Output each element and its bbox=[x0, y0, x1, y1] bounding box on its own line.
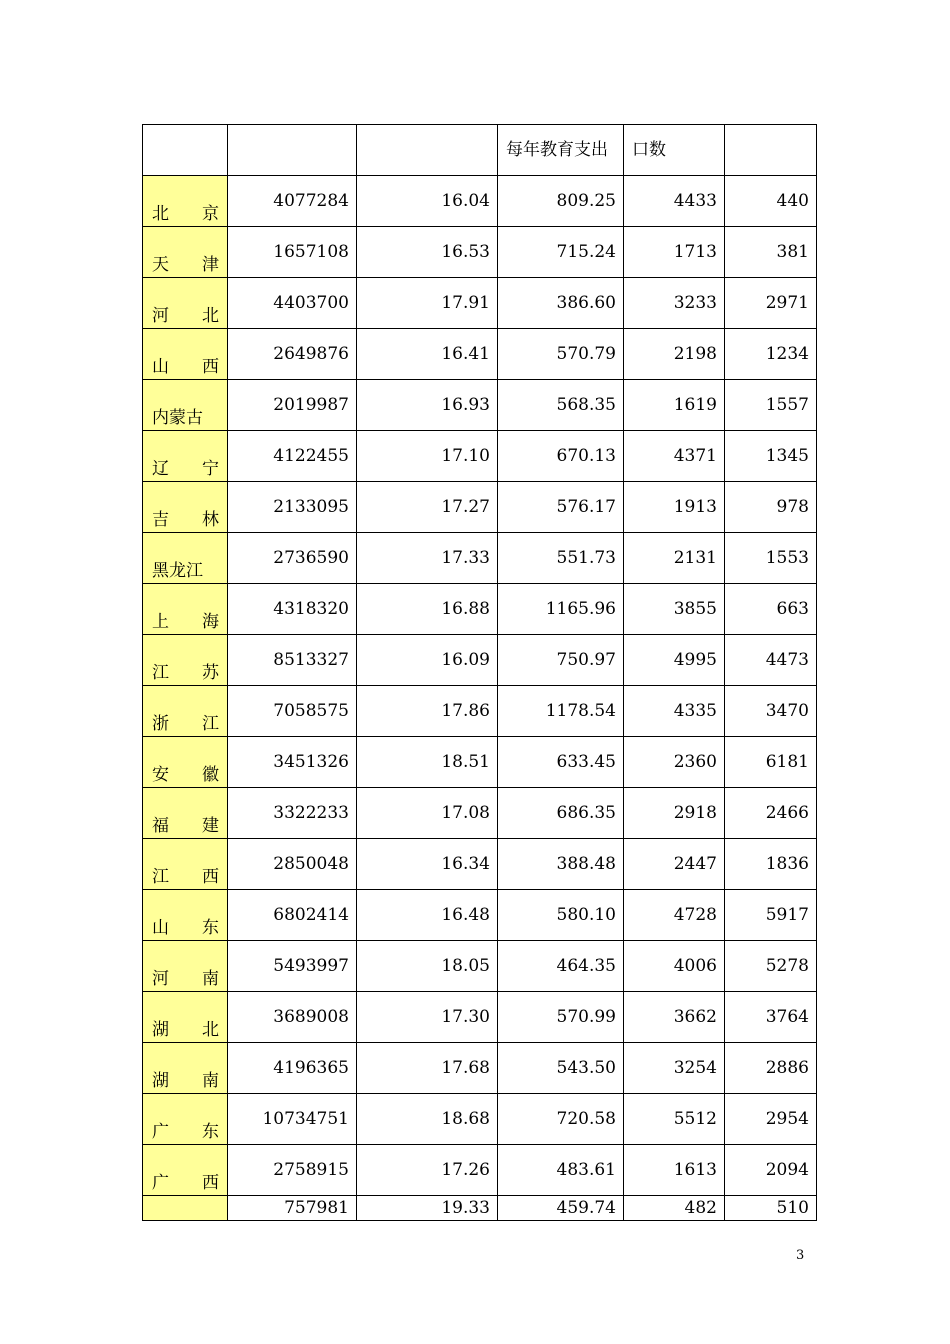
value-cell-c2: 16.53 bbox=[357, 227, 498, 278]
value-cell-c1: 2649876 bbox=[228, 329, 357, 380]
province-name bbox=[152, 865, 219, 889]
value-cell-c3: 715.24 bbox=[498, 227, 624, 278]
value-cell-c1: 2758915 bbox=[228, 1145, 357, 1196]
value-cell-c3: 483.61 bbox=[498, 1145, 624, 1196]
province-name bbox=[152, 661, 219, 685]
province-name-cell bbox=[143, 686, 228, 737]
value-cell-c4: 1613 bbox=[624, 1145, 725, 1196]
province-name-cell bbox=[143, 1094, 228, 1145]
header-cell-2 bbox=[357, 125, 498, 176]
province-name-part: 南 bbox=[202, 1071, 219, 1091]
value-cell-c2: 16.48 bbox=[357, 890, 498, 941]
value-cell-c5: 2886 bbox=[725, 1043, 817, 1094]
value-cell-c5: 2971 bbox=[725, 278, 817, 329]
province-name-part: 江 bbox=[152, 867, 169, 887]
province-name bbox=[152, 304, 219, 328]
province-name-part: 海 bbox=[202, 612, 219, 632]
table-header-row bbox=[143, 125, 817, 176]
province-name-cell bbox=[143, 431, 228, 482]
value-cell-c2: 17.68 bbox=[357, 1043, 498, 1094]
value-cell-c4: 482 bbox=[624, 1196, 725, 1221]
value-cell-c5: 1557 bbox=[725, 380, 817, 431]
table-row bbox=[143, 839, 817, 890]
table-row bbox=[143, 1145, 817, 1196]
header-cell-1 bbox=[228, 125, 357, 176]
province-name-cell bbox=[143, 176, 228, 227]
table-row bbox=[143, 278, 817, 329]
province-name bbox=[152, 1018, 219, 1042]
value-cell-c1: 3451326 bbox=[228, 737, 357, 788]
province-name-part: 河 bbox=[152, 306, 169, 326]
province-name-part: 吉 bbox=[152, 510, 169, 530]
province-name-part: 徽 bbox=[202, 765, 219, 785]
value-cell-c5: 381 bbox=[725, 227, 817, 278]
province-name-cell bbox=[143, 482, 228, 533]
value-cell-c1: 2850048 bbox=[228, 839, 357, 890]
value-cell-c2: 16.04 bbox=[357, 176, 498, 227]
province-name-part: 北 bbox=[202, 306, 219, 326]
province-name-part: 西 bbox=[202, 357, 219, 377]
value-cell-c2: 16.88 bbox=[357, 584, 498, 635]
data-table bbox=[142, 124, 817, 1221]
table-row bbox=[143, 1094, 817, 1145]
value-cell-c2: 18.51 bbox=[357, 737, 498, 788]
province-name-part: 江 bbox=[152, 663, 169, 683]
table-row bbox=[143, 992, 817, 1043]
province-name-cell bbox=[143, 890, 228, 941]
value-cell-c2: 18.68 bbox=[357, 1094, 498, 1145]
province-name-cell bbox=[143, 380, 228, 431]
value-cell-c1: 3322233 bbox=[228, 788, 357, 839]
value-cell-c3: 1178.54 bbox=[498, 686, 624, 737]
value-cell-c2: 16.09 bbox=[357, 635, 498, 686]
table-row bbox=[143, 584, 817, 635]
table-row bbox=[143, 1043, 817, 1094]
value-cell-c4: 3662 bbox=[624, 992, 725, 1043]
value-cell-c3: 459.74 bbox=[498, 1196, 624, 1221]
province-name-part: 广 bbox=[152, 1122, 169, 1142]
value-cell-c2: 16.41 bbox=[357, 329, 498, 380]
table-row bbox=[143, 329, 817, 380]
province-name-part: 内蒙古 bbox=[152, 408, 203, 428]
value-cell-c5: 1234 bbox=[725, 329, 817, 380]
value-cell-c5: 3470 bbox=[725, 686, 817, 737]
value-cell-c4: 4433 bbox=[624, 176, 725, 227]
value-cell-c3: 551.73 bbox=[498, 533, 624, 584]
province-name-part: 安 bbox=[152, 765, 169, 785]
province-name-part: 京 bbox=[202, 204, 219, 224]
province-name-cell bbox=[143, 584, 228, 635]
value-cell-c1: 4077284 bbox=[228, 176, 357, 227]
value-cell-c3: 720.58 bbox=[498, 1094, 624, 1145]
province-name bbox=[152, 967, 219, 991]
province-name bbox=[152, 202, 219, 226]
value-cell-c1: 6802414 bbox=[228, 890, 357, 941]
page-number: 3 bbox=[796, 1248, 805, 1263]
province-name-part: 北 bbox=[202, 1020, 219, 1040]
header-cell-0 bbox=[143, 125, 228, 176]
province-name-part: 湖 bbox=[152, 1071, 169, 1091]
province-name bbox=[152, 559, 219, 583]
value-cell-c2: 16.93 bbox=[357, 380, 498, 431]
value-cell-c2: 17.10 bbox=[357, 431, 498, 482]
table-row bbox=[143, 533, 817, 584]
value-cell-c4: 4728 bbox=[624, 890, 725, 941]
table-row bbox=[143, 890, 817, 941]
province-name bbox=[152, 814, 219, 838]
value-cell-c4: 2131 bbox=[624, 533, 725, 584]
value-cell-c3: 464.35 bbox=[498, 941, 624, 992]
value-cell-c5: 663 bbox=[725, 584, 817, 635]
province-name bbox=[152, 253, 219, 277]
province-name-part: 广 bbox=[152, 1173, 169, 1193]
value-cell-c2: 17.27 bbox=[357, 482, 498, 533]
province-name-part: 福 bbox=[152, 816, 169, 836]
value-cell-c1: 4318320 bbox=[228, 584, 357, 635]
province-name-part: 山 bbox=[152, 357, 169, 377]
value-cell-c1: 757981 bbox=[228, 1196, 357, 1221]
province-name-cell bbox=[143, 227, 228, 278]
table-row bbox=[143, 227, 817, 278]
province-name-part: 浙 bbox=[152, 714, 169, 734]
province-name-cell bbox=[143, 992, 228, 1043]
province-name-part: 南 bbox=[202, 969, 219, 989]
table-row bbox=[143, 737, 817, 788]
value-cell-c3: 809.25 bbox=[498, 176, 624, 227]
value-cell-c4: 4995 bbox=[624, 635, 725, 686]
province-name-part: 津 bbox=[202, 255, 219, 275]
province-name-cell bbox=[143, 1043, 228, 1094]
value-cell-c1: 7058575 bbox=[228, 686, 357, 737]
province-name bbox=[152, 406, 219, 430]
province-name bbox=[152, 916, 219, 940]
value-cell-c4: 1713 bbox=[624, 227, 725, 278]
value-cell-c3: 686.35 bbox=[498, 788, 624, 839]
province-name-cell bbox=[143, 278, 228, 329]
value-cell-c1: 1657108 bbox=[228, 227, 357, 278]
table-row bbox=[143, 941, 817, 992]
value-cell-c5: 2094 bbox=[725, 1145, 817, 1196]
province-name-cell bbox=[143, 839, 228, 890]
value-cell-c5: 5917 bbox=[725, 890, 817, 941]
table-row bbox=[143, 176, 817, 227]
province-name-part: 西 bbox=[202, 1173, 219, 1193]
value-cell-c5: 1345 bbox=[725, 431, 817, 482]
value-cell-c4: 4371 bbox=[624, 431, 725, 482]
value-cell-c2: 17.26 bbox=[357, 1145, 498, 1196]
header-cell-household-count: 口数 bbox=[624, 125, 725, 176]
table-row bbox=[143, 686, 817, 737]
value-cell-c5: 6181 bbox=[725, 737, 817, 788]
value-cell-c4: 2198 bbox=[624, 329, 725, 380]
value-cell-c5: 1836 bbox=[725, 839, 817, 890]
value-cell-c4: 1619 bbox=[624, 380, 725, 431]
value-cell-c4: 2360 bbox=[624, 737, 725, 788]
value-cell-c3: 570.79 bbox=[498, 329, 624, 380]
value-cell-c2: 18.05 bbox=[357, 941, 498, 992]
province-name-cell bbox=[143, 533, 228, 584]
province-name bbox=[152, 355, 219, 379]
table-row bbox=[143, 482, 817, 533]
value-cell-c5: 978 bbox=[725, 482, 817, 533]
value-cell-c2: 16.34 bbox=[357, 839, 498, 890]
value-cell-c2: 17.30 bbox=[357, 992, 498, 1043]
province-name-part: 建 bbox=[202, 816, 219, 836]
value-cell-c4: 2918 bbox=[624, 788, 725, 839]
value-cell-c2: 17.08 bbox=[357, 788, 498, 839]
province-name-part: 黑龙江 bbox=[152, 561, 203, 581]
value-cell-c3: 576.17 bbox=[498, 482, 624, 533]
value-cell-c1: 5493997 bbox=[228, 941, 357, 992]
value-cell-c4: 5512 bbox=[624, 1094, 725, 1145]
value-cell-c1: 2736590 bbox=[228, 533, 357, 584]
province-name-part: 苏 bbox=[202, 663, 219, 683]
value-cell-c4: 3254 bbox=[624, 1043, 725, 1094]
province-name-part: 林 bbox=[202, 510, 219, 530]
value-cell-c5: 1553 bbox=[725, 533, 817, 584]
value-cell-c1: 8513327 bbox=[228, 635, 357, 686]
value-cell-c5: 2954 bbox=[725, 1094, 817, 1145]
province-name bbox=[152, 1120, 219, 1144]
value-cell-c1: 2019987 bbox=[228, 380, 357, 431]
value-cell-c4: 3233 bbox=[624, 278, 725, 329]
value-cell-c4: 2447 bbox=[624, 839, 725, 890]
value-cell-c2: 17.33 bbox=[357, 533, 498, 584]
value-cell-c5: 2466 bbox=[725, 788, 817, 839]
province-name-part: 辽 bbox=[152, 459, 169, 479]
province-name-part: 天 bbox=[152, 255, 169, 275]
value-cell-c3: 580.10 bbox=[498, 890, 624, 941]
value-cell-c3: 633.45 bbox=[498, 737, 624, 788]
province-name-part: 上 bbox=[152, 612, 169, 632]
value-cell-c1: 4403700 bbox=[228, 278, 357, 329]
value-cell-c2: 19.33 bbox=[357, 1196, 498, 1221]
value-cell-c5: 3764 bbox=[725, 992, 817, 1043]
header-cell-5 bbox=[725, 125, 817, 176]
value-cell-c3: 568.35 bbox=[498, 380, 624, 431]
value-cell-c2: 17.91 bbox=[357, 278, 498, 329]
province-name bbox=[152, 508, 219, 532]
province-name-cell bbox=[143, 737, 228, 788]
value-cell-c3: 750.97 bbox=[498, 635, 624, 686]
province-name-part: 湖 bbox=[152, 1020, 169, 1040]
value-cell-c1: 4196365 bbox=[228, 1043, 357, 1094]
province-name bbox=[152, 457, 219, 481]
value-cell-c5: 440 bbox=[725, 176, 817, 227]
value-cell-c1: 10734751 bbox=[228, 1094, 357, 1145]
province-name-part: 江 bbox=[202, 714, 219, 734]
province-name-cell bbox=[143, 329, 228, 380]
province-name bbox=[152, 712, 219, 736]
value-cell-c5: 4473 bbox=[725, 635, 817, 686]
table-body bbox=[143, 125, 817, 1221]
value-cell-c4: 4335 bbox=[624, 686, 725, 737]
value-cell-c4: 3855 bbox=[624, 584, 725, 635]
value-cell-c2: 17.86 bbox=[357, 686, 498, 737]
province-name-cell bbox=[143, 1196, 228, 1221]
header-cell-education-expense: 每年教育支出 bbox=[498, 125, 624, 176]
province-name-part: 西 bbox=[202, 867, 219, 887]
province-name-part: 宁 bbox=[202, 459, 219, 479]
province-name bbox=[152, 763, 219, 787]
province-name-part: 山 bbox=[152, 918, 169, 938]
table-row-last bbox=[143, 1196, 817, 1221]
value-cell-c5: 510 bbox=[725, 1196, 817, 1221]
value-cell-c3: 670.13 bbox=[498, 431, 624, 482]
table-row bbox=[143, 788, 817, 839]
province-name-part: 北 bbox=[152, 204, 169, 224]
province-name-cell bbox=[143, 941, 228, 992]
value-cell-c1: 3689008 bbox=[228, 992, 357, 1043]
value-cell-c3: 570.99 bbox=[498, 992, 624, 1043]
province-name-part: 东 bbox=[202, 1122, 219, 1142]
value-cell-c4: 4006 bbox=[624, 941, 725, 992]
value-cell-c1: 2133095 bbox=[228, 482, 357, 533]
value-cell-c4: 1913 bbox=[624, 482, 725, 533]
value-cell-c5: 5278 bbox=[725, 941, 817, 992]
province-name-part: 河 bbox=[152, 969, 169, 989]
table-row bbox=[143, 431, 817, 482]
province-name bbox=[152, 1069, 219, 1093]
province-name bbox=[152, 1171, 219, 1195]
province-name-cell bbox=[143, 1145, 228, 1196]
province-name-cell bbox=[143, 788, 228, 839]
value-cell-c3: 386.60 bbox=[498, 278, 624, 329]
province-name-part: 东 bbox=[202, 918, 219, 938]
table-row bbox=[143, 635, 817, 686]
value-cell-c3: 1165.96 bbox=[498, 584, 624, 635]
value-cell-c1: 4122455 bbox=[228, 431, 357, 482]
value-cell-c3: 388.48 bbox=[498, 839, 624, 890]
province-name-cell bbox=[143, 635, 228, 686]
province-name bbox=[152, 610, 219, 634]
value-cell-c3: 543.50 bbox=[498, 1043, 624, 1094]
table-row bbox=[143, 380, 817, 431]
